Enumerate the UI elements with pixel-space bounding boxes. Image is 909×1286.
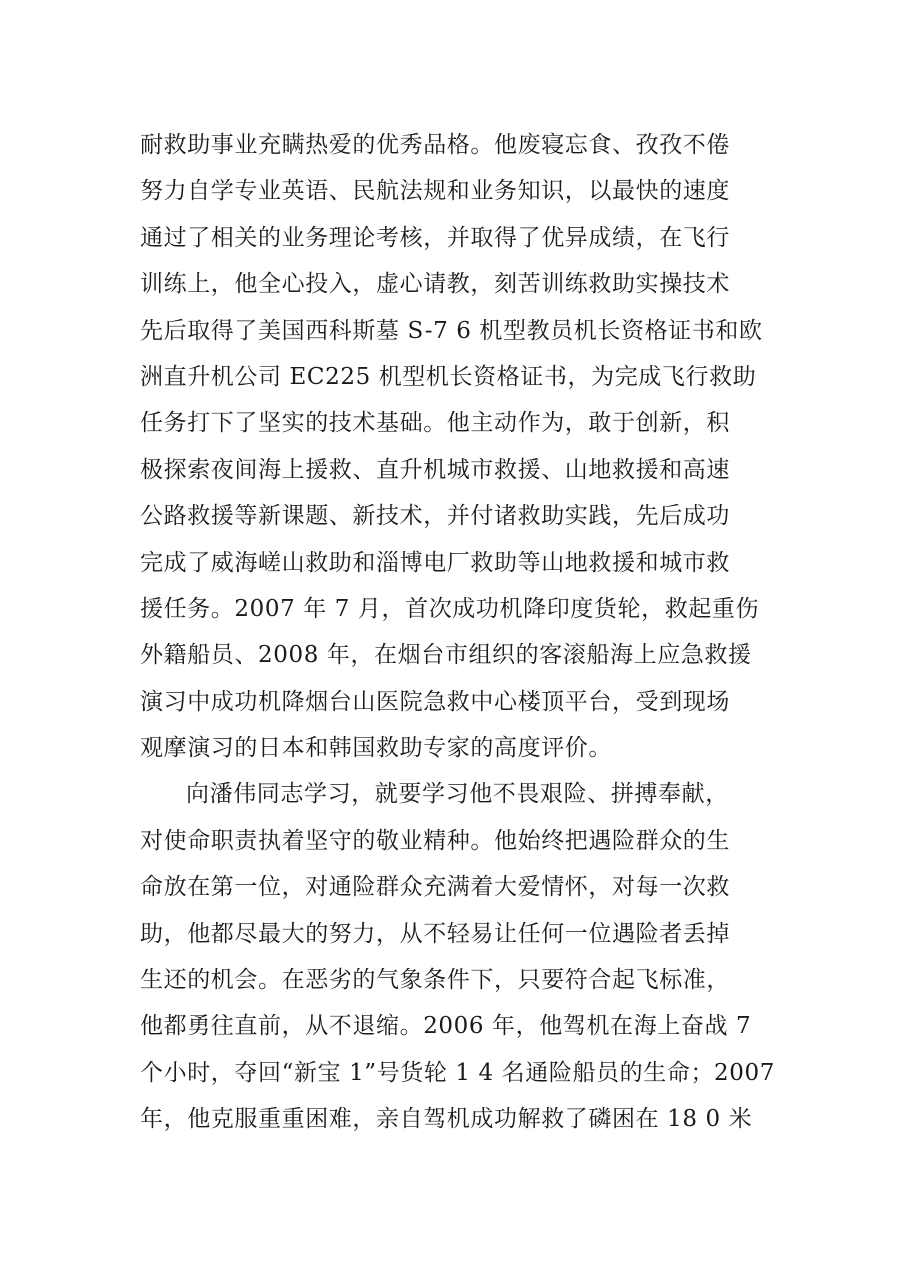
text-line: 个小时，夺回“新宝 1”号货轮 1 4 名通险船员的生命；2007 [140, 1059, 775, 1086]
text-line: 洲直升机公司 EC225 机型机长资格证书，为完成飞行救助 [140, 363, 757, 390]
text-line: 通过了相关的业务理论考核，并取得了优异成绩，在飞行 [140, 224, 730, 251]
text-line: 努力自学专业英语、民航法规和业务知识，以最快的速度 [140, 178, 730, 205]
text-line: 耐救助事业充瞒热爱的优秀品格。他废寝忘食、孜孜不倦 [140, 132, 730, 158]
text-line: 训练上，他全心投入，虚心请教，刻苦训练救助实操技术 [140, 271, 730, 298]
text-line: 年，他克服重重困难，亲自驾机成功解救了磷困在 18 0 米 [140, 1106, 753, 1133]
text-line: 对使命职责执着坚守的敬业精种。他始终把遇险群众的生 [140, 827, 730, 854]
text-line: 任务打下了坚实的技术基础。他主动作为，敢于创新，积 [140, 410, 730, 437]
text-line: 观摩演习的日本和韩国救助专家的高度评价。 [140, 735, 612, 762]
text-line: 命放在第一位，对通险群众充满着大爱情怀，对每一次救 [140, 874, 730, 901]
body-text [140, 122, 780, 1143]
text-line: 先后取得了美国西科斯墓 S-7 6 机型教员机长资格证书和欧 [140, 317, 763, 344]
text-line: 他都勇往直前，从不退缩。2006 年，他驾机在海上奋战 7 [140, 1013, 752, 1040]
text-line: 极探索夜间海上援救、直升机城市救援、山地救援和高速 [140, 456, 730, 483]
text-line: 援任务。2007 年 7 月，首次成功机降印度货轮，救起重伤 [140, 595, 760, 622]
text-line: 演习中成功机降烟台山医院急救中心楼顶平台，受到现场 [140, 688, 730, 715]
text-line: 生还的机会。在恶劣的气象条件下，只要符合起飞标准， [140, 967, 730, 994]
text-line: 助，他都尽最大的努力，从不轻易让任何一位遇险者丢掉 [140, 920, 730, 947]
paragraph-start-line: 向潘伟同志学习，就要学习他不畏艰险、拼搏奉献， [186, 781, 729, 808]
text-line: 外籍船员、2008 年，在烟台市组织的客滚船海上应急救援 [140, 642, 752, 669]
text-line: 公路救援等新课题、新技术，并付诸救助实践，先后成功 [140, 503, 730, 530]
text-line: 完成了威海嵯山救助和淄博电厂救助等山地救援和城市救 [140, 549, 730, 576]
